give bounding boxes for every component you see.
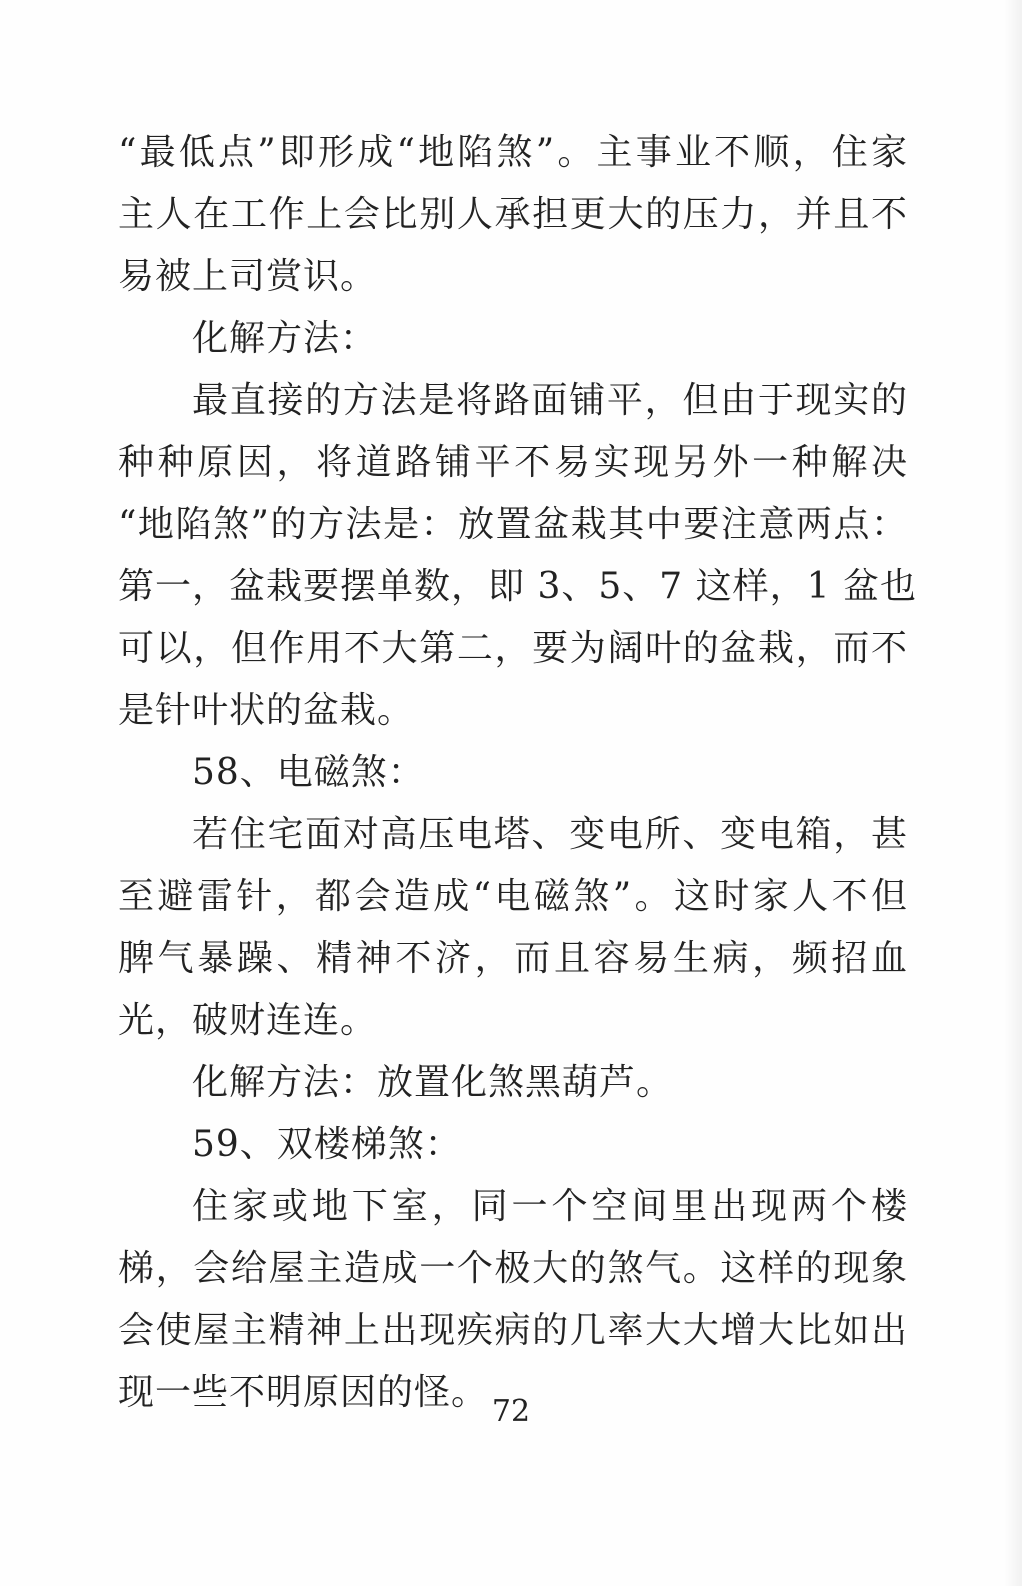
- text-line: 若住宅面对高压电塔、变电所、变电箱，甚: [192, 814, 908, 855]
- text-line: 是针叶状的盆栽。: [118, 690, 415, 731]
- section-heading: 59、双楼梯煞：: [192, 1124, 462, 1165]
- text-line: 至避雷针，都会造成“电磁煞”。这时家人不但: [118, 876, 908, 917]
- text-line: 现一些不明原因的怪。: [118, 1372, 489, 1413]
- text-line: “最低点”即形成“地陷煞”。主事业不顺，住家: [118, 132, 908, 173]
- text-line: 梯，会给屋主造成一个极大的煞气。这样的现象: [118, 1248, 908, 1289]
- text-line: 脾气暴躁、精神不济，而且容易生病，频招血: [118, 938, 908, 979]
- text-line: “地陷煞”的方法是：放置盆栽其中要注意两点：: [118, 504, 908, 545]
- section-heading: 58、电磁煞：: [192, 752, 425, 793]
- section-heading: 化解方法：放置化煞黑葫芦。: [192, 1062, 674, 1103]
- text-line: 易被上司赏识。: [118, 256, 378, 297]
- text-line: 种种原因，将道路铺平不易实现另外一种解决: [118, 442, 908, 483]
- text-line: 主人在工作上会比别人承担更大的压力，并且不: [118, 194, 908, 235]
- page-number: 72: [491, 1394, 531, 1429]
- body-text: [118, 122, 917, 1424]
- text-line: 第一，盆栽要摆单数，即 3、5、7 这样，1 盆也: [118, 566, 917, 607]
- page-edge-shadow: [1004, 0, 1022, 1586]
- text-line: 可以，但作用不大第二，要为阔叶的盆栽，而不: [118, 628, 908, 669]
- text-line: 会使屋主精神上出现疾病的几率大大增大比如出: [118, 1310, 908, 1351]
- text-line: 最直接的方法是将路面铺平，但由于现实的: [192, 380, 908, 421]
- section-heading: 化解方法：: [192, 318, 378, 359]
- text-line: 光，破财连连。: [118, 1000, 378, 1041]
- text-line: 住家或地下室，同一个空间里出现两个楼: [192, 1186, 908, 1227]
